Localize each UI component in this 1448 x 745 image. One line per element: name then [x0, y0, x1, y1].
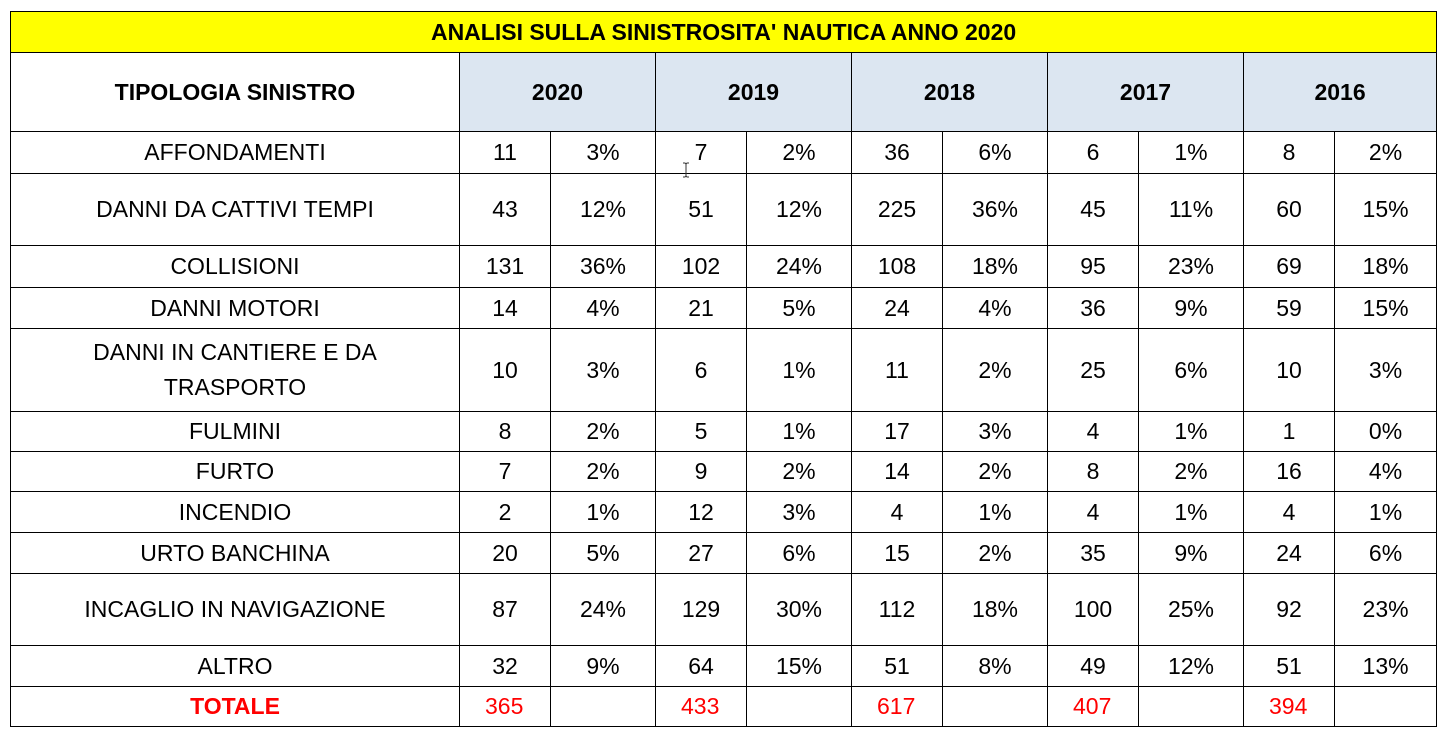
- percent-cell[interactable]: 1%: [1139, 492, 1244, 533]
- percent-cell[interactable]: 36%: [943, 174, 1048, 246]
- title-row: [11, 12, 1437, 53]
- count-cell[interactable]: 24: [1244, 533, 1335, 574]
- count-cell[interactable]: 69: [1244, 246, 1335, 288]
- year-header-2016[interactable]: 2016: [1244, 53, 1437, 132]
- percent-cell[interactable]: 11%: [1139, 174, 1244, 246]
- percent-cell[interactable]: 9%: [551, 646, 656, 687]
- count-cell[interactable]: 36: [1048, 288, 1139, 329]
- total-label[interactable]: TOTALE: [11, 687, 460, 727]
- percent-cell[interactable]: 36%: [551, 246, 656, 288]
- percent-cell[interactable]: 24%: [747, 246, 852, 288]
- year-header-2017[interactable]: 2017: [1048, 53, 1244, 132]
- percent-cell[interactable]: 18%: [1335, 246, 1437, 288]
- total-row: [11, 687, 1437, 727]
- count-cell[interactable]: 92: [1244, 574, 1335, 646]
- count-cell[interactable]: 14: [460, 288, 551, 329]
- count-cell[interactable]: 27: [656, 533, 747, 574]
- empty-cell[interactable]: [747, 687, 852, 727]
- count-cell[interactable]: 131: [460, 246, 551, 288]
- percent-cell[interactable]: 24%: [551, 574, 656, 646]
- percent-cell[interactable]: 6%: [1139, 329, 1244, 412]
- count-cell[interactable]: 59: [1244, 288, 1335, 329]
- row-label[interactable]: FURTO: [11, 452, 460, 492]
- count-cell[interactable]: 24: [852, 288, 943, 329]
- percent-cell[interactable]: 6%: [1335, 533, 1437, 574]
- percent-cell[interactable]: 18%: [943, 574, 1048, 646]
- count-cell[interactable]: 20: [460, 533, 551, 574]
- row-label[interactable]: URTO BANCHINA: [11, 533, 460, 574]
- percent-cell[interactable]: 30%: [747, 574, 852, 646]
- percent-cell[interactable]: 18%: [943, 246, 1048, 288]
- count-cell[interactable]: 87: [460, 574, 551, 646]
- percent-cell[interactable]: 2%: [1139, 452, 1244, 492]
- year-header-2020[interactable]: 2020: [460, 53, 656, 132]
- count-cell[interactable]: 36: [852, 132, 943, 174]
- percent-cell[interactable]: 23%: [1139, 246, 1244, 288]
- count-cell[interactable]: 45: [1048, 174, 1139, 246]
- percent-cell[interactable]: 3%: [747, 492, 852, 533]
- percent-cell[interactable]: 15%: [1335, 174, 1437, 246]
- empty-cell[interactable]: [551, 687, 656, 727]
- count-cell[interactable]: 4: [852, 492, 943, 533]
- percent-cell[interactable]: 8%: [943, 646, 1048, 687]
- count-cell[interactable]: 51: [1244, 646, 1335, 687]
- count-cell[interactable]: 2: [460, 492, 551, 533]
- count-cell[interactable]: 8: [460, 412, 551, 452]
- row-label[interactable]: DANNI DA CATTIVI TEMPI: [11, 174, 460, 246]
- row-label[interactable]: DANNI MOTORI: [11, 288, 460, 329]
- percent-cell[interactable]: 4%: [943, 288, 1048, 329]
- count-cell[interactable]: 108: [852, 246, 943, 288]
- text-cursor-icon: [682, 162, 690, 178]
- count-cell[interactable]: 6: [656, 329, 747, 412]
- count-cell[interactable]: 9: [656, 452, 747, 492]
- count-cell[interactable]: 4: [1048, 412, 1139, 452]
- header-row: [11, 53, 1437, 132]
- row-label[interactable]: FULMINI: [11, 412, 460, 452]
- percent-cell[interactable]: 3%: [551, 329, 656, 412]
- percent-cell[interactable]: 13%: [1335, 646, 1437, 687]
- sinistrosita-table: [10, 11, 1437, 727]
- table-row: [11, 452, 1437, 492]
- percent-cell[interactable]: 2%: [943, 329, 1048, 412]
- count-cell[interactable]: 7: [460, 452, 551, 492]
- percent-cell[interactable]: 1%: [747, 329, 852, 412]
- percent-cell[interactable]: 23%: [1335, 574, 1437, 646]
- percent-cell[interactable]: 25%: [1139, 574, 1244, 646]
- percent-cell[interactable]: 1%: [1139, 132, 1244, 174]
- percent-cell[interactable]: 15%: [1335, 288, 1437, 329]
- count-cell[interactable]: 7: [656, 132, 747, 174]
- percent-cell[interactable]: 3%: [551, 132, 656, 174]
- table-row: [11, 492, 1437, 533]
- count-cell[interactable]: 15: [852, 533, 943, 574]
- table-row: [11, 412, 1437, 452]
- table-row: [11, 246, 1437, 288]
- percent-cell[interactable]: 0%: [1335, 412, 1437, 452]
- total-value-cell[interactable]: 407: [1048, 687, 1139, 727]
- total-value-cell[interactable]: 617: [852, 687, 943, 727]
- count-cell[interactable]: 100: [1048, 574, 1139, 646]
- row-label[interactable]: COLLISIONI: [11, 246, 460, 288]
- row-label[interactable]: AFFONDAMENTI: [11, 132, 460, 174]
- percent-cell[interactable]: 1%: [943, 492, 1048, 533]
- percent-cell[interactable]: 12%: [747, 174, 852, 246]
- percent-cell[interactable]: 1%: [551, 492, 656, 533]
- total-value-cell[interactable]: 394: [1244, 687, 1335, 727]
- row-label[interactable]: INCAGLIO IN NAVIGAZIONE: [11, 574, 460, 646]
- count-cell[interactable]: 10: [460, 329, 551, 412]
- percent-cell[interactable]: 4%: [1335, 452, 1437, 492]
- percent-cell[interactable]: 3%: [1335, 329, 1437, 412]
- percent-cell[interactable]: 1%: [1139, 412, 1244, 452]
- table-row: [11, 132, 1437, 174]
- count-cell[interactable]: 25: [1048, 329, 1139, 412]
- total-value-cell[interactable]: 433: [656, 687, 747, 727]
- percent-cell[interactable]: 2%: [551, 452, 656, 492]
- percent-cell[interactable]: 1%: [1335, 492, 1437, 533]
- count-cell[interactable]: 32: [460, 646, 551, 687]
- percent-cell[interactable]: 3%: [943, 412, 1048, 452]
- count-cell[interactable]: 51: [852, 646, 943, 687]
- percent-cell[interactable]: 12%: [551, 174, 656, 246]
- count-cell[interactable]: 225: [852, 174, 943, 246]
- count-cell[interactable]: 21: [656, 288, 747, 329]
- percent-cell[interactable]: 2%: [747, 132, 852, 174]
- count-cell[interactable]: 35: [1048, 533, 1139, 574]
- table-row: [11, 574, 1437, 646]
- count-cell[interactable]: 51: [656, 174, 747, 246]
- count-cell[interactable]: 112: [852, 574, 943, 646]
- count-cell[interactable]: 17: [852, 412, 943, 452]
- percent-cell[interactable]: 6%: [747, 533, 852, 574]
- count-cell[interactable]: 102: [656, 246, 747, 288]
- table-row: [11, 329, 1437, 412]
- percent-cell[interactable]: 12%: [1139, 646, 1244, 687]
- percent-cell[interactable]: 9%: [1139, 288, 1244, 329]
- percent-cell[interactable]: 5%: [747, 288, 852, 329]
- total-value-cell[interactable]: 365: [460, 687, 551, 727]
- percent-cell[interactable]: 6%: [943, 132, 1048, 174]
- percent-cell[interactable]: 9%: [1139, 533, 1244, 574]
- count-cell[interactable]: 5: [656, 412, 747, 452]
- empty-cell[interactable]: [1139, 687, 1244, 727]
- percent-cell[interactable]: 2%: [747, 452, 852, 492]
- percent-cell[interactable]: 2%: [943, 533, 1048, 574]
- count-cell[interactable]: 16: [1244, 452, 1335, 492]
- count-cell[interactable]: 10: [1244, 329, 1335, 412]
- count-cell[interactable]: 43: [460, 174, 551, 246]
- count-cell[interactable]: 6: [1048, 132, 1139, 174]
- percent-cell[interactable]: 2%: [551, 412, 656, 452]
- percent-cell[interactable]: 15%: [747, 646, 852, 687]
- type-column-header[interactable]: TIPOLOGIA SINISTRO: [11, 53, 460, 132]
- year-header-2018[interactable]: 2018: [852, 53, 1048, 132]
- count-cell[interactable]: 11: [460, 132, 551, 174]
- count-cell[interactable]: 49: [1048, 646, 1139, 687]
- percent-cell[interactable]: 2%: [1335, 132, 1437, 174]
- count-cell[interactable]: 12: [656, 492, 747, 533]
- count-cell[interactable]: 14: [852, 452, 943, 492]
- count-cell[interactable]: 8: [1048, 452, 1139, 492]
- count-cell[interactable]: 95: [1048, 246, 1139, 288]
- year-header-2019[interactable]: 2019: [656, 53, 852, 132]
- percent-cell[interactable]: 5%: [551, 533, 656, 574]
- percent-cell[interactable]: 1%: [747, 412, 852, 452]
- row-label[interactable]: ALTRO: [11, 646, 460, 687]
- table-row: [11, 288, 1437, 329]
- count-cell[interactable]: 8: [1244, 132, 1335, 174]
- count-cell[interactable]: 129: [656, 574, 747, 646]
- table-row: [11, 174, 1437, 246]
- row-label[interactable]: DANNI IN CANTIERE E DA TRASPORTO: [11, 329, 460, 412]
- count-cell[interactable]: 60: [1244, 174, 1335, 246]
- percent-cell[interactable]: 2%: [943, 452, 1048, 492]
- count-cell[interactable]: 64: [656, 646, 747, 687]
- empty-cell[interactable]: [943, 687, 1048, 727]
- table-row: [11, 533, 1437, 574]
- count-cell[interactable]: 1: [1244, 412, 1335, 452]
- sheet-title[interactable]: ANALISI SULLA SINISTROSITA' NAUTICA ANNO 2020: [11, 12, 1437, 53]
- empty-cell[interactable]: [1335, 687, 1437, 727]
- row-label[interactable]: INCENDIO: [11, 492, 460, 533]
- table-row: [11, 646, 1437, 687]
- percent-cell[interactable]: 4%: [551, 288, 656, 329]
- count-cell[interactable]: 11: [852, 329, 943, 412]
- count-cell[interactable]: 4: [1244, 492, 1335, 533]
- count-cell[interactable]: 4: [1048, 492, 1139, 533]
